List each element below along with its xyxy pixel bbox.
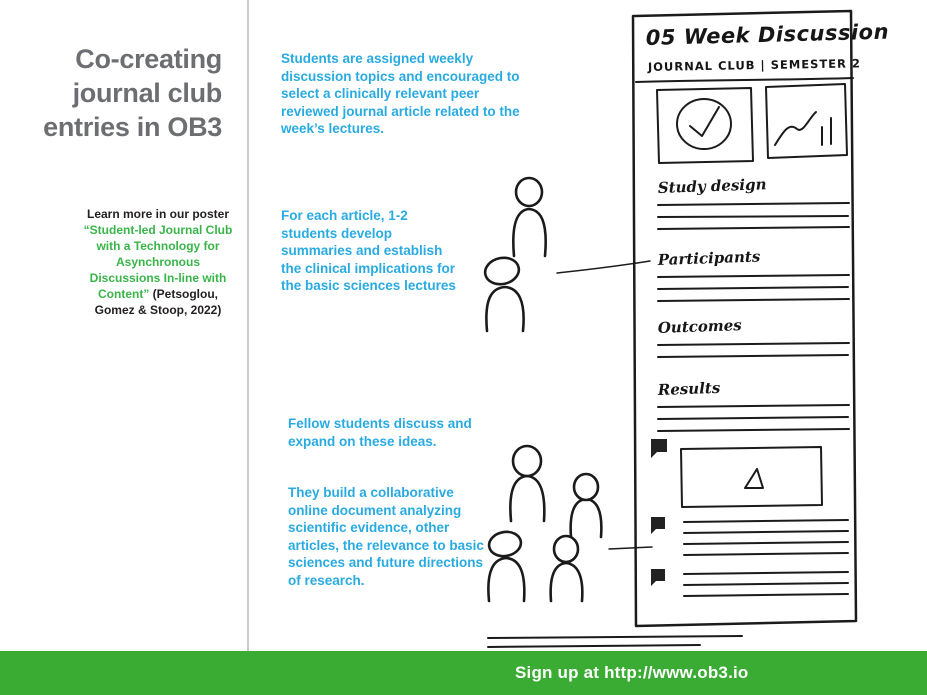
comment-bubble-icon [651, 439, 667, 458]
sketch-line [658, 429, 849, 431]
stick-figure [551, 536, 583, 601]
stick-figure [571, 474, 602, 537]
sketch-line [658, 203, 849, 205]
chart-sketch [775, 112, 816, 145]
stick-figure [483, 255, 524, 331]
sketch-line [684, 583, 848, 585]
circle-check-sketch [657, 88, 753, 163]
section-label-study-design: Study design [657, 175, 767, 197]
footer-bar [0, 651, 927, 695]
sketch-line [684, 542, 848, 544]
signup-link[interactable]: Sign up at http://www.ob3.io [515, 663, 749, 682]
sketch-line [684, 553, 848, 555]
sketch-header-rule [636, 78, 853, 82]
step-text-1: Students are assigned weekly discussion topics and encouraged to select a clinically relevant peer reviewed journal article related to the week’s lectures. [281, 51, 520, 136]
step-text-4: They build a collaborative online document analyzing scientific evidence, other articles, the relevance to basic sciences and future directions of research. [288, 485, 484, 588]
section-label-results: Results [657, 378, 721, 399]
sketch-line [684, 520, 848, 522]
sketch-line [658, 275, 849, 277]
sketch-line [488, 636, 742, 638]
sketch-line [658, 405, 849, 407]
sketch-frame [633, 11, 856, 626]
sketch-line [488, 645, 700, 647]
sketch-line [658, 216, 848, 217]
stick-figure [487, 529, 524, 601]
sketch-subtitle: JOURNAL CLUB | SEMESTER 2 [647, 56, 862, 74]
sketch-line [658, 299, 849, 301]
sketch-line [658, 227, 849, 229]
poster-note-suffix: (Petsoglou, Gomez & Stoop, 2022) [94, 287, 222, 317]
stick-figures-group [487, 446, 601, 601]
poster-title: “Student-led Journal Club with a Technology for Asynchronous Discussions In-line with Content” [83, 223, 233, 301]
stick-figures-pair [483, 178, 546, 331]
play-triangle [745, 469, 763, 488]
stick-figure [513, 178, 545, 256]
sketch-line [658, 355, 848, 357]
journal-page-sketch [488, 11, 889, 647]
circle-check-sketch [690, 107, 719, 136]
sketch-line [684, 531, 848, 533]
vertical-divider [247, 0, 249, 651]
sketch-title: 05 Week Discussion [645, 19, 890, 50]
poster-note [82, 206, 234, 318]
connector-line [609, 547, 652, 549]
sketch-line [684, 572, 848, 574]
media-box [681, 447, 822, 507]
step-text-3: Fellow students discuss and expand on these ideas. [288, 416, 472, 449]
comment-bubble-icon [651, 517, 665, 534]
comment-bubble-icon [651, 569, 665, 586]
chart-sketch [766, 84, 847, 158]
circle-check-sketch [677, 99, 731, 149]
page-title: Co-creating journal club entries in OB3 [43, 44, 222, 142]
step-text-2: For each article, 1-2 students develop summaries and establish the clinical implications for the basic sciences lectures [281, 208, 456, 293]
section-label-participants: Participants [657, 247, 761, 269]
stick-figure [510, 446, 544, 521]
sketch-line [658, 287, 848, 289]
section-label-outcomes: Outcomes [657, 316, 742, 337]
sketch-line [658, 417, 848, 419]
connector-line [557, 261, 650, 273]
sketch-line [684, 594, 848, 596]
poster-note-prefix: Learn more in our poster [86, 207, 230, 221]
sketch-line [658, 343, 849, 345]
